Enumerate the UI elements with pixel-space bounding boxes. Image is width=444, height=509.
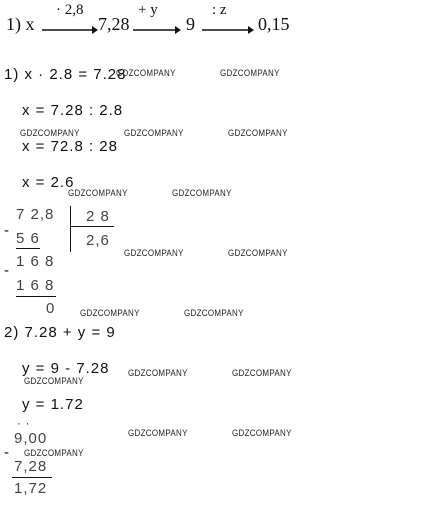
watermark-text: GDZCOMPANY	[80, 308, 140, 319]
division-subtrahend-2: 1 6 8	[16, 277, 55, 294]
subtraction-minuend: 9,00	[14, 430, 48, 447]
division-minus-sign-2: -	[4, 262, 10, 279]
watermark-text: GDZCOMPANY	[24, 376, 84, 387]
subtraction-minus-sign: -	[4, 444, 10, 461]
watermark-text: GDZCOMPANY	[20, 128, 80, 139]
arrow-right-icon	[202, 26, 254, 34]
step2-equation: 2) 7.28 + y = 9	[4, 324, 116, 341]
scheme-start: 1) x	[6, 14, 35, 34]
step2-result: y = 1.72	[22, 396, 84, 413]
step2-line-2: y = 9 - 7.28	[22, 360, 110, 377]
step1-result: x = 2.6	[22, 174, 75, 191]
step1-line-3: x = 72.8 : 28	[22, 138, 118, 155]
watermark-text: GDZCOMPANY	[116, 68, 176, 79]
subtraction-subtrahend: 7,28	[14, 458, 48, 475]
watermark-text: GDZCOMPANY	[228, 248, 288, 259]
division-dividend: 7 2,8	[16, 206, 55, 223]
watermark-text: GDZCOMPANY	[220, 68, 280, 79]
watermark-text: GDZCOMPANY	[68, 188, 128, 199]
watermark-text: GDZCOMPANY	[184, 308, 244, 319]
subtraction-underline	[12, 477, 52, 478]
scheme-op-2: + y	[138, 2, 158, 18]
scheme-value-1: 7,28	[98, 14, 130, 34]
division-bar-vertical	[70, 206, 71, 252]
watermark-text: GDZCOMPANY	[124, 248, 184, 259]
borrow-dots: · ·	[17, 418, 31, 430]
division-bar-horizontal	[70, 226, 114, 227]
scheme-value-2: 9	[186, 14, 195, 34]
division-remainder-final: 0	[46, 300, 56, 317]
watermark-text: GDZCOMPANY	[228, 128, 288, 139]
division-remainder-1: 1 6 8	[16, 253, 55, 270]
watermark-text: GDZCOMPANY	[172, 188, 232, 199]
watermark-text: GDZCOMPANY	[128, 428, 188, 439]
step1-equation: 1) x · 2.8 = 7.28	[4, 66, 127, 83]
subtraction-result: 1,72	[14, 480, 48, 497]
division-underline-1	[16, 248, 40, 249]
arrow-right-icon	[42, 26, 98, 34]
scheme-value-3: 0,15	[258, 14, 290, 34]
scheme-op-3: : z	[212, 2, 227, 18]
arrow-right-icon	[133, 26, 181, 34]
watermark-text: GDZCOMPANY	[124, 128, 184, 139]
division-underline-2	[16, 296, 56, 297]
division-quotient: 2,6	[86, 232, 110, 249]
watermark-text: GDZCOMPANY	[128, 368, 188, 379]
division-minus-sign: -	[4, 222, 10, 239]
watermark-text: GDZCOMPANY	[232, 428, 292, 439]
watermark-text: GDZCOMPANY	[232, 368, 292, 379]
step1-line-2: x = 7.28 : 2.8	[22, 102, 124, 119]
watermark-text: GDZCOMPANY	[24, 448, 84, 459]
division-divisor: 2 8	[86, 208, 110, 225]
scheme-op-1: · 2,8	[56, 2, 84, 18]
division-subtrahend-1: 5 6	[16, 230, 40, 247]
